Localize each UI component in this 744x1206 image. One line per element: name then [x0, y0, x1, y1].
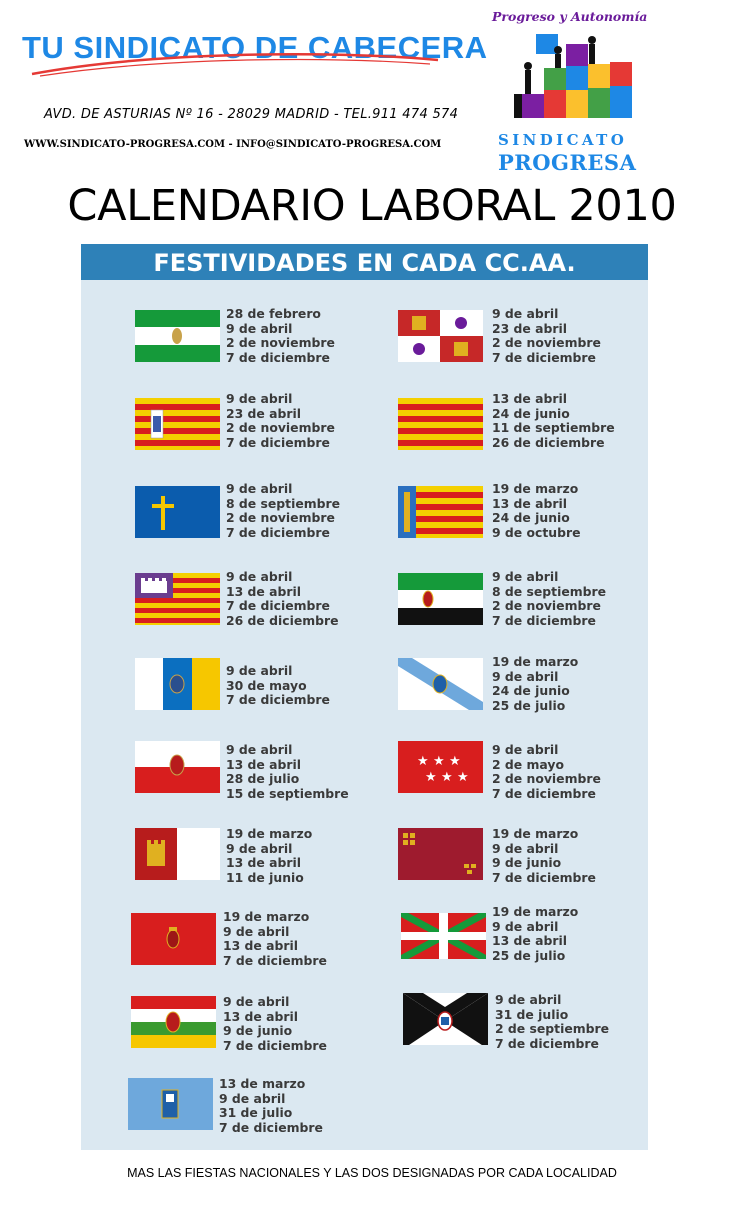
date-item: 9 de abril [492, 668, 559, 684]
date-item: 19 de marzo [492, 481, 579, 496]
date-item: 9 de abril [492, 306, 559, 321]
date-item: 9 de abril [226, 663, 293, 678]
date-item: 28 de julio [226, 771, 300, 786]
pais-vasco-flag [401, 913, 486, 965]
brand-swoosh-icon [30, 52, 440, 78]
date-item: 13 de abril [492, 495, 567, 511]
madrid-flag [398, 741, 483, 793]
date-item: 13 de abril [226, 583, 301, 599]
date-item: 7 de diciembre [226, 349, 330, 365]
date-item: 19 de marzo [226, 826, 313, 841]
cantabria-flag [135, 741, 220, 793]
date-item: 23 de abril [492, 320, 567, 336]
date-item: 2 de noviembre [492, 771, 601, 786]
date-item: 9 de abril [226, 391, 293, 406]
date-item: 7 de diciembre [492, 612, 596, 628]
date-item: 30 de mayo [226, 677, 307, 693]
date-item: 24 de junio [492, 405, 570, 421]
date-item: 13 de abril [226, 756, 301, 772]
date-item: 13 de abril [492, 933, 567, 948]
date-item: 19 de marzo [223, 909, 310, 924]
footer-note: MAS LAS FIESTAS NACIONALES Y LAS DOS DESIGNADAS POR CADA LOCALIDAD [127, 1166, 617, 1180]
murcia-flag [398, 828, 483, 880]
date-item: 24 de junio [492, 683, 570, 698]
melilla-flag [128, 1078, 213, 1130]
web-contact-line: WWW.SINDICATO-PROGRESA.COM - INFO@SINDICATO-PROGRESA.COM [24, 139, 442, 150]
date-item: 9 de abril [492, 918, 559, 934]
navarra-flag [131, 913, 216, 965]
date-item: 7 de diciembre [223, 1037, 327, 1053]
address-line: AVD. DE ASTURIAS Nº 16 - 28029 MADRID - TEL.911 474 574 [44, 107, 459, 122]
date-item: 26 de diciembre [492, 434, 605, 450]
date-item: 15 de septiembre [226, 785, 349, 801]
date-item: 7 de diciembre [492, 349, 596, 365]
date-item: 11 de septiembre [492, 420, 615, 435]
la-rioja-flag [131, 996, 216, 1048]
logo-tagline: Progreso y Autonomía [492, 9, 648, 24]
date-item: 2 de septiembre [495, 1021, 610, 1036]
date-item: 13 de abril [492, 391, 567, 406]
date-item: 9 de octubre [492, 524, 581, 540]
date-item: 7 de diciembre [226, 692, 330, 707]
date-item: 31 de julio [219, 1105, 293, 1120]
date-item: 9 de junio [492, 855, 562, 870]
brand-heading: TU SINDICATO DE CABECERA [22, 30, 488, 65]
galicia-flag [398, 658, 483, 710]
ceuta-flag [403, 993, 488, 1045]
date-item: 13 de abril [223, 938, 298, 953]
date-item: 28 de febrero [226, 306, 321, 321]
date-item: 9 de abril [223, 923, 290, 939]
valencia-flag [398, 486, 483, 538]
svg-text:★: ★ [425, 770, 437, 785]
logo-name-line1: SINDICATO [498, 131, 628, 149]
extremadura-flag [398, 573, 483, 625]
date-item: 7 de diciembre [226, 434, 330, 450]
date-item: 7 de diciembre [495, 1035, 599, 1051]
date-item: 25 de julio [492, 947, 566, 963]
date-item: 9 de abril [226, 569, 293, 584]
date-item: 7 de diciembre [219, 1119, 323, 1135]
date-item: 2 de noviembre [492, 335, 601, 350]
date-item: 2 de noviembre [226, 420, 335, 435]
date-item: 11 de junio [226, 869, 304, 885]
date-item: 9 de abril [492, 569, 559, 584]
svg-text:★: ★ [433, 754, 445, 769]
svg-text:★: ★ [441, 770, 453, 785]
date-item: 19 de marzo [492, 826, 579, 841]
date-item: 13 de marzo [219, 1076, 306, 1091]
date-item: 13 de abril [226, 855, 301, 870]
aragon-flag [135, 398, 220, 450]
date-item: 8 de septiembre [226, 495, 341, 511]
andalucia-flag [135, 310, 220, 362]
date-item: 9 de abril [492, 742, 559, 757]
date-item: 2 de noviembre [226, 335, 335, 350]
date-item: 7 de diciembre [223, 952, 327, 968]
date-item: 13 de abril [223, 1008, 298, 1024]
date-item: 25 de julio [492, 697, 566, 713]
svg-text:★: ★ [449, 754, 461, 769]
page-title: CALENDARIO LABORAL 2010 [67, 181, 677, 231]
logo-name-line2: PROGRESA [498, 150, 637, 175]
asturias-flag [135, 486, 220, 538]
baleares-flag [135, 573, 220, 625]
date-item: 31 de julio [495, 1006, 569, 1022]
date-item: 19 de marzo [492, 654, 579, 669]
date-item: 23 de abril [226, 405, 301, 421]
castilla-y-leon-flag [398, 310, 483, 362]
date-item: 8 de septiembre [492, 583, 607, 599]
date-item: 9 de abril [226, 481, 293, 496]
date-item: 9 de abril [226, 320, 293, 336]
date-item: 7 de diciembre [492, 869, 596, 885]
puzzle-logo-icon [514, 28, 640, 128]
castilla-la-mancha-flag [135, 828, 220, 880]
svg-text:★: ★ [417, 754, 429, 769]
date-item: 9 de abril [226, 742, 293, 757]
date-item: 24 de junio [492, 510, 570, 525]
date-item: 26 de diciembre [226, 612, 339, 628]
svg-text:★: ★ [457, 770, 469, 785]
date-item: 7 de diciembre [226, 598, 330, 613]
date-item: 9 de abril [226, 840, 293, 856]
date-item: 2 de mayo [492, 756, 565, 772]
date-item: 9 de abril [219, 1090, 286, 1106]
date-item: 9 de junio [223, 1023, 293, 1038]
date-item: 2 de noviembre [492, 598, 601, 613]
cataluna-flag [398, 398, 483, 450]
date-item: 9 de abril [492, 840, 559, 856]
date-item: 2 de noviembre [226, 510, 335, 525]
date-item: 7 de diciembre [492, 785, 596, 801]
canarias-flag [135, 658, 220, 710]
panel-title: FESTIVIDADES EN CADA CC.AA. [153, 249, 576, 277]
date-item: 7 de diciembre [226, 524, 330, 540]
date-item: 19 de marzo [492, 904, 579, 919]
date-item: 9 de abril [223, 994, 290, 1009]
date-item: 9 de abril [495, 992, 562, 1007]
